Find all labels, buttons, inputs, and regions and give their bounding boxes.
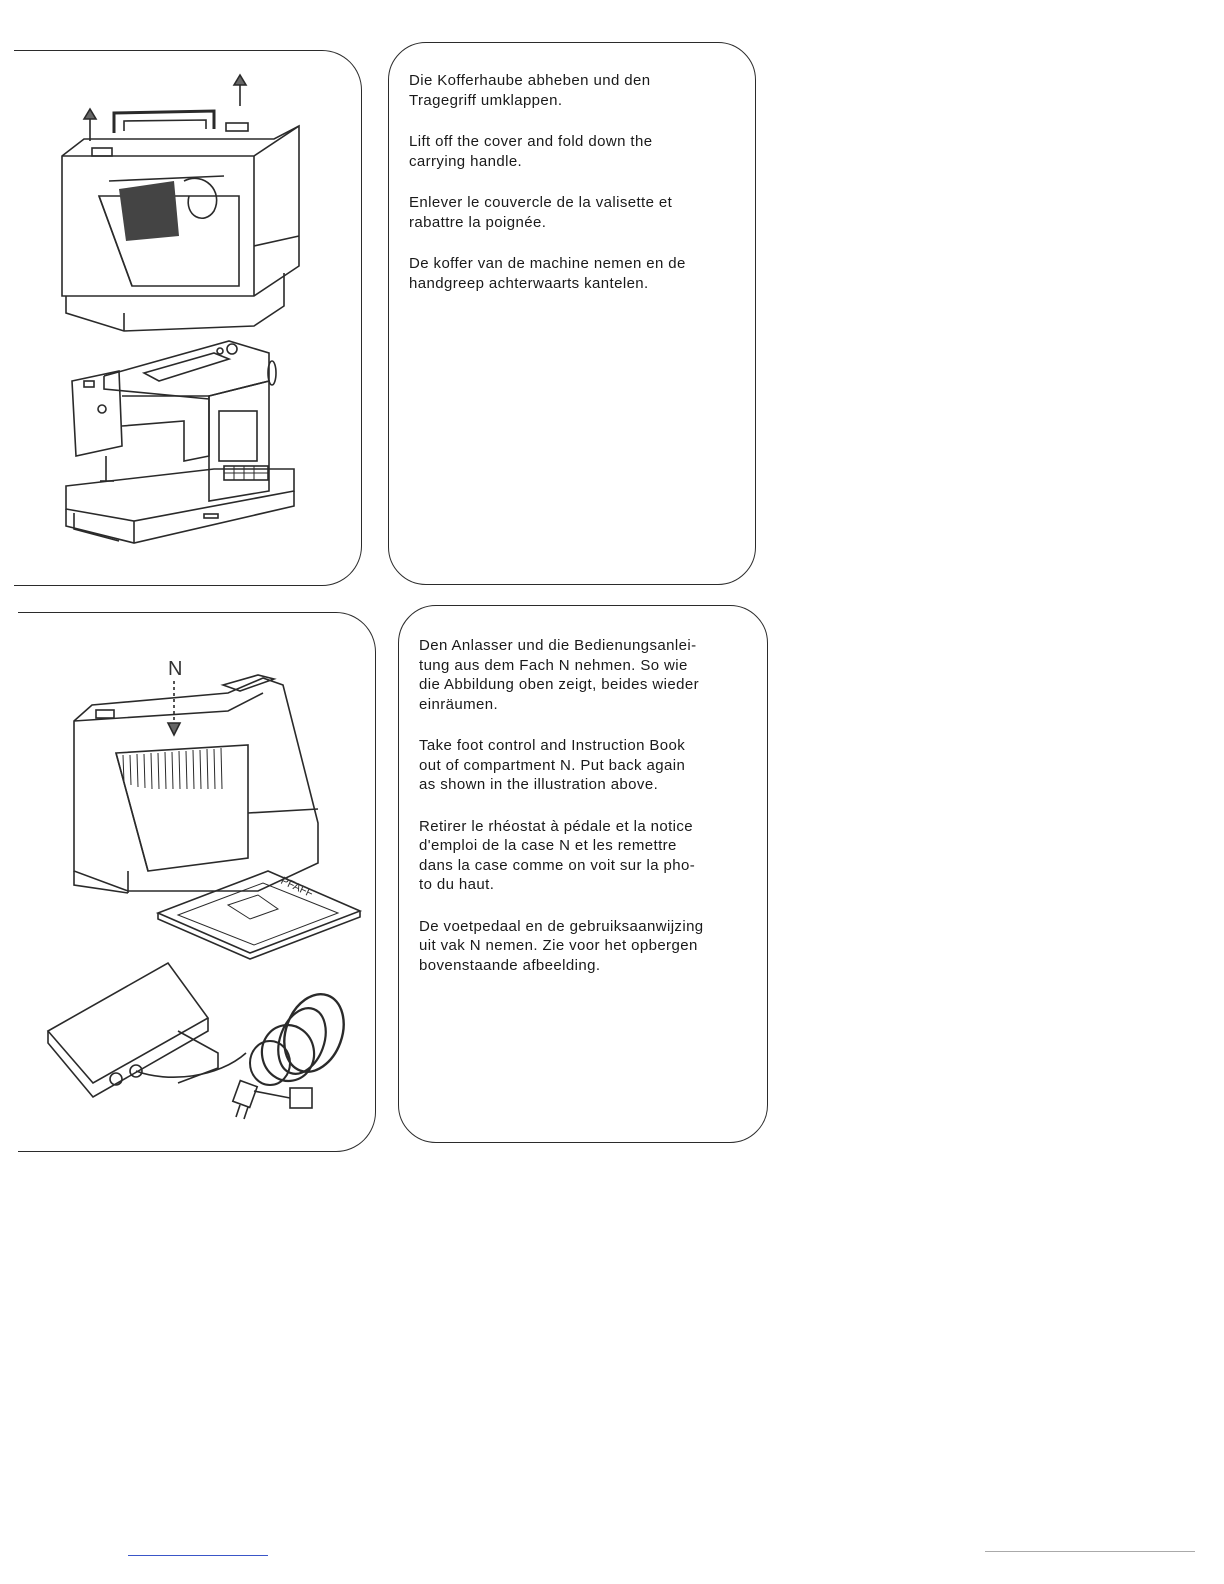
compartment-opening: [116, 745, 248, 871]
machine-head: [72, 371, 122, 456]
pedal-cable: [136, 1053, 246, 1077]
cover-case: [62, 126, 299, 296]
machine-case-illustration: [14, 51, 362, 587]
insert-arrow-head: [168, 723, 180, 735]
compartment-illustration: [18, 613, 376, 1153]
foot-pedal-top: [48, 963, 208, 1083]
instruction-book: [158, 871, 360, 953]
footer-rule: [128, 1555, 268, 1556]
paragraph-fr: Retirer le rhéostat à pédale et la notice d'emploi de la case N et les remettre dans la case comme on voit sur la pho- to du haut.: [419, 817, 696, 893]
paragraph-de: Den Anlasser und die Bedienungsanlei- tung aus dem Fach N nehmen. So wie die Abbildung oben zeigt, beides wieder einräumen.: [419, 637, 699, 713]
connector-plug: [290, 1088, 312, 1108]
paragraph-fr: Enlever le couvercle de la valisette et rabattre la poignée.: [409, 194, 673, 231]
paragraph-nl: De voetpedaal en de gebruiksaanwijzing uit vak N nemen. Zie voor het opbergen bovenstaande afbeelding.: [419, 917, 704, 974]
carrying-handle: [114, 111, 214, 133]
paragraph-en: Take foot control and Instruction Book out of compartment N. Put back again as shown in the illustration above.: [419, 737, 686, 793]
paragraph-de: Die Kofferhaube abheben und den Tragegriff umklappen.: [409, 72, 651, 109]
manual-brand-logo: PFAFF: [278, 874, 315, 901]
instruction-text-box-bottom: [398, 605, 768, 1143]
paragraph-en: Lift off the cover and fold down the carrying handle.: [409, 133, 653, 170]
mains-plug: [233, 1081, 257, 1108]
instruction-text-box-top: [388, 42, 756, 585]
compartment-label: N: [168, 658, 183, 680]
page-edge-rule: [985, 1551, 1195, 1552]
lift-arrow-left-head: [84, 109, 96, 119]
case-base: [66, 273, 284, 331]
paragraph-nl: De koffer van de machine nemen en de handgreep achterwaarts kantelen.: [409, 255, 686, 292]
cable-coil: [274, 986, 354, 1080]
sewing-machine: [66, 341, 294, 543]
illustration-panel-bottom: [18, 612, 376, 1152]
illustration-panel-top: [14, 50, 362, 586]
lift-arrow-right-head: [234, 75, 246, 85]
